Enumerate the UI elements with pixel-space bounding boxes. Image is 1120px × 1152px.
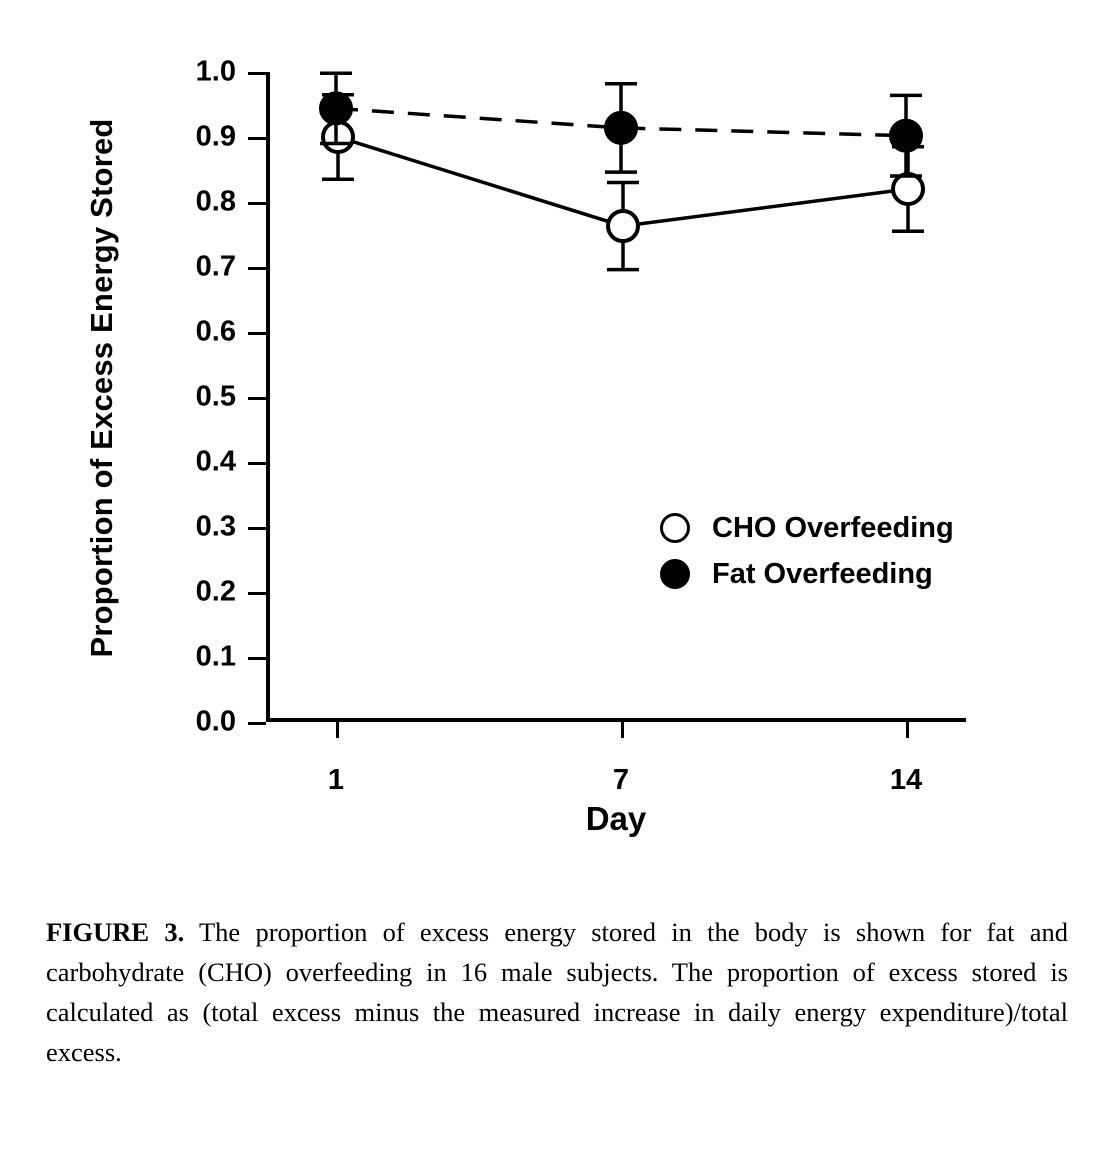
y-tick-label: 0.1 [195,640,236,673]
x-tick-label: 14 [889,764,923,796]
y-tick-label: 0.3 [195,510,236,543]
filled-circle-icon [660,559,690,589]
y-tick [195,510,266,543]
filled-circle-marker [321,93,351,123]
figure-caption [46,912,1068,1072]
y-tick [195,705,266,738]
data-layer [266,72,966,722]
y-tick [195,575,266,608]
y-tick [195,315,266,348]
legend-label: CHO Overfeeding [712,511,954,544]
open-circle-marker [323,122,353,152]
caption-lead: FIGURE 3. [46,917,185,947]
x-tick [327,722,345,796]
y-tick-label: 0.0 [195,705,236,738]
y-tick-label: 0.2 [195,575,236,608]
y-tick [195,380,266,413]
legend-item-fat [660,551,1020,597]
caption-text: The proportion of excess energy stored in the body is shown for fat and carbohydrate (CHO) overfeeding in 16 male subjects. The proportion of excess stored is calculated as (total excess minus the measured increase in daily energy expenditure)/total excess. [46,917,1068,1067]
plot-area [195,55,966,796]
open-circle-icon [660,513,690,543]
legend [660,505,1020,597]
x-tick-label: 7 [612,764,630,796]
legend-label: Fat Overfeeding [712,557,933,590]
y-axis-title: Proportion of Excess Energy Stored [84,118,119,658]
y-tick [195,250,266,283]
y-tick-label: 0.8 [195,185,236,218]
open-circle-marker [608,211,638,241]
y-tick-label: 0.7 [195,250,236,283]
filled-circle-marker [891,121,921,151]
y-tick [195,120,266,153]
x-axis-title: Day [585,800,647,837]
y-tick [195,185,266,218]
x-tick [612,722,630,796]
legend-item-cho [660,505,1020,551]
x-tick [889,722,923,796]
filled-circle-marker [606,113,636,143]
y-tick [195,55,266,88]
open-circle-marker [893,174,923,204]
y-tick-label: 1.0 [195,55,236,88]
x-tick-label: 1 [327,764,345,796]
y-tick [195,640,266,673]
y-tick-label: 0.5 [195,380,236,413]
y-tick [195,445,266,478]
y-tick-label: 0.6 [195,315,236,348]
y-tick-label: 0.4 [195,445,236,478]
y-tick-label: 0.9 [195,120,236,153]
